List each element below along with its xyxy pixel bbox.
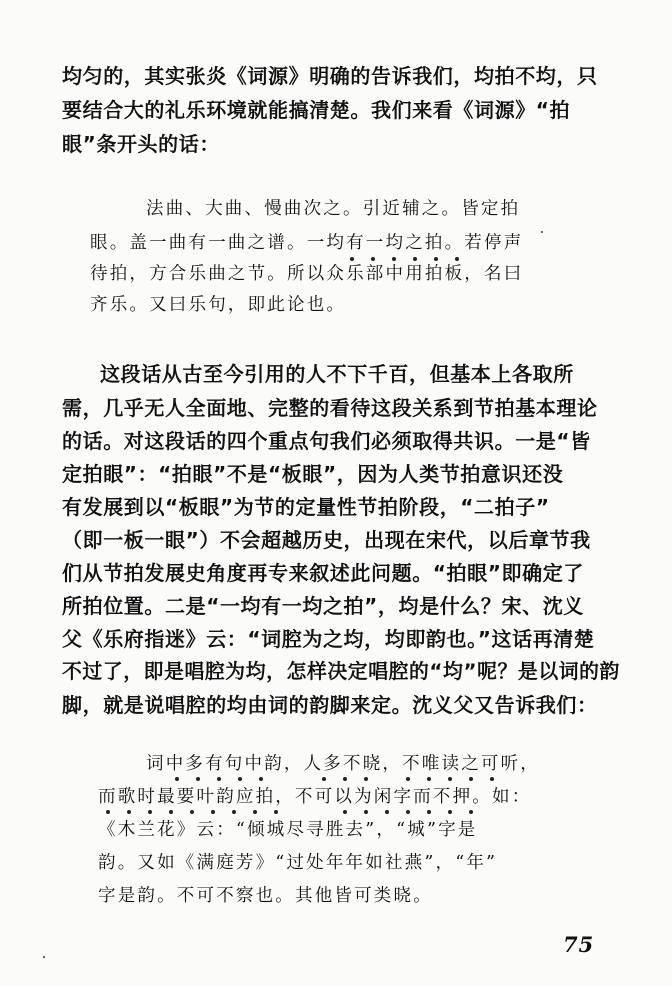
emphasis-dot <box>175 777 179 781</box>
emphasis-dot <box>406 777 410 781</box>
emphasis-dot <box>364 810 368 814</box>
emphasis-dot <box>196 777 200 781</box>
body-line: 的话。对这段话的四个重点句我们必须取得共识。一是“皆 <box>62 429 591 453</box>
emphasis-dot <box>148 810 152 814</box>
body-line: 眼”条开头的话： <box>62 132 220 156</box>
emphasis-dot <box>211 810 215 814</box>
emphasis-dot <box>448 777 452 781</box>
emphasis-dot <box>469 810 473 814</box>
quote-line: 齐乐。又曰乐句，即此论也。 <box>90 295 347 315</box>
body-line: 需，几乎无人全面地、完整的看待这段关系到节拍基本理论 <box>62 396 598 420</box>
body-line: 所拍位置。二是“一均有一均之拍”，均是什么？宋、沈义 <box>62 594 584 618</box>
body-line: 这段话从古至今引用的人不下千百，但基本上各取所 <box>100 362 574 386</box>
quote-line: 韵。又如《满庭芳》“过处年年如社燕”，“年” <box>98 853 498 873</box>
body-line: 定拍眼”：“拍眼”不是“板眼”，因为人类节拍意识还没 <box>62 462 564 486</box>
emphasis-dot <box>490 777 494 781</box>
emphasis-dot <box>343 777 347 781</box>
body-line: 有发展到以“板眼”为节的定量性节拍阶段，“二拍子” <box>62 495 550 519</box>
emphasis-dot <box>448 810 452 814</box>
quote-line: 字是韵。不可不察也。其他皆可类晓。 <box>98 886 433 906</box>
scan-speck <box>541 231 543 233</box>
emphasis-dot <box>106 810 110 814</box>
body-line: 们从节拍发展史角度再专来叙述此问题。“拍眼”即确定了 <box>62 561 584 585</box>
body-line: （即一板一眼”）不会超越历史，出现在宋代，以后章节我 <box>62 528 591 552</box>
emphasis-dot <box>455 257 459 261</box>
emphasis-dot <box>343 810 347 814</box>
emphasis-dot <box>413 257 417 261</box>
quote-line: 眼。盖一曲有一曲之谱。一均有一均之拍。若停声 <box>90 233 524 253</box>
emphasis-dot <box>217 777 221 781</box>
emphasis-dot <box>434 257 438 261</box>
emphasis-dot <box>190 810 194 814</box>
emphasis-dot <box>364 777 368 781</box>
emphasis-dot <box>232 810 236 814</box>
emphasis-dot <box>350 257 354 261</box>
body-line: 脚，就是说唱腔的均由词的韵脚来定。沈义父又告诉我们： <box>62 693 598 717</box>
emphasis-dot <box>392 257 396 261</box>
emphasis-dot <box>259 777 263 781</box>
body-line: 均匀的，其实张炎《词源》明确的告诉我们，均拍不均，只 <box>62 64 598 88</box>
emphasis-dot <box>238 777 242 781</box>
emphasis-dot <box>253 810 257 814</box>
quote-line: 词中多有句中韵，人多不晓，不唯读之可听， <box>146 754 540 774</box>
quote-line: 而歌时最要叶韵应拍，不可以为闲字而不押。如： <box>98 787 532 807</box>
emphasis-dot <box>127 810 131 814</box>
emphasis-dot <box>469 777 473 781</box>
body-line: 父《乐府指迷》云：“词腔为之均，均即韵也。”这话再清楚 <box>62 627 595 651</box>
emphasis-dot <box>322 777 326 781</box>
body-line: 不过了，即是唱腔为均，怎样决定唱腔的“均”呢？是以词的韵 <box>62 660 620 683</box>
body-line: 要结合大的礼乐环境就能搞清楚。我们来看《词源》“拍 <box>62 98 571 122</box>
page-number: 75 <box>563 932 595 957</box>
scan-speck <box>43 956 45 958</box>
emphasis-dot <box>406 810 410 814</box>
quote-line: 法曲、大曲、慢曲次之。引近辅之。皆定拍 <box>146 199 521 219</box>
emphasis-dot <box>385 810 389 814</box>
emphasis-dot <box>169 810 173 814</box>
emphasis-dot <box>274 810 278 814</box>
quote-line: 《木兰花》云：“倾城尽寻胜去”，“城”字是 <box>98 820 478 840</box>
quote-line: 待拍，方合乐曲之节。所以众乐部中用拍板，名曰 <box>90 264 524 284</box>
emphasis-dot <box>427 810 431 814</box>
emphasis-dot <box>427 777 431 781</box>
emphasis-dot <box>371 257 375 261</box>
